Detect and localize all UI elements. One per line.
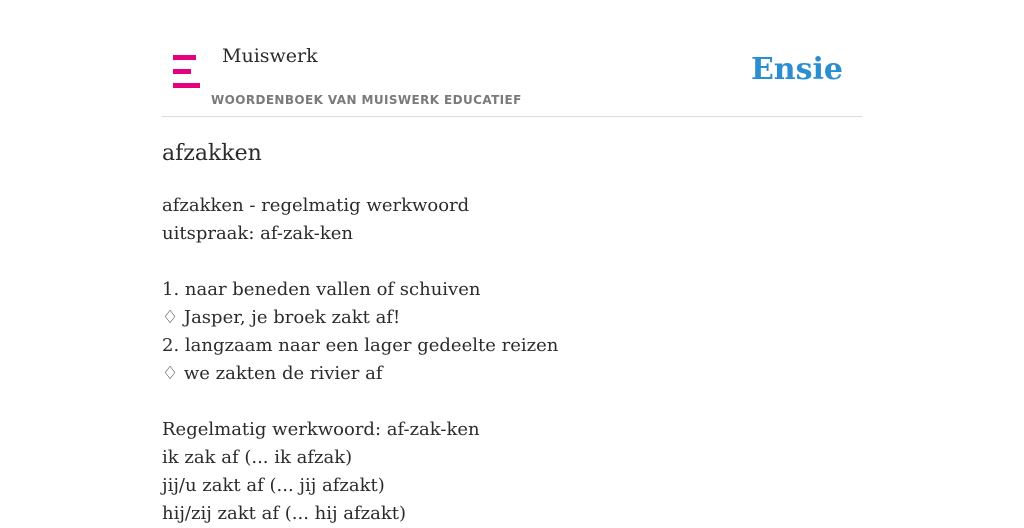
definition-line: uitspraak: af-zak-ken — [162, 223, 353, 244]
ensie-logo[interactable]: Ensie — [750, 52, 843, 87]
main-container — [162, 0, 862, 524]
definition-line: afzakken - regelmatig werkwoord — [162, 195, 470, 216]
definition-line: ♢ we zakten de rivier af — [162, 363, 383, 384]
definition-line: ik zak af (... ik afzak) — [162, 447, 353, 468]
definition-line: 2. langzaam naar een lager gedeelte reizen — [162, 335, 559, 356]
brand-name[interactable]: Muiswerk — [222, 45, 318, 67]
entry-title: afzakken — [162, 141, 262, 166]
site-header — [162, 0, 862, 117]
definition-line: ♢ Jasper, je broek zakt af! — [162, 307, 401, 328]
brand-subtitle: WOORDENBOEK VAN MUISWERK EDUCATIEF — [211, 93, 522, 107]
definition-line: Regelmatig werkwoord: af-zak-ken — [162, 419, 480, 440]
definition-line: jij/u zakt af (... jij afzakt) — [162, 475, 385, 496]
definition-line: 1. naar beneden vallen of schuiven — [162, 279, 481, 300]
entry-definition — [162, 192, 558, 528]
definition-line — [162, 388, 558, 416]
definition-line — [162, 248, 558, 276]
muiswerk-logo-icon[interactable] — [173, 55, 200, 88]
definition-line: hij/zij zakt af (... hij afzakt) — [162, 503, 407, 524]
